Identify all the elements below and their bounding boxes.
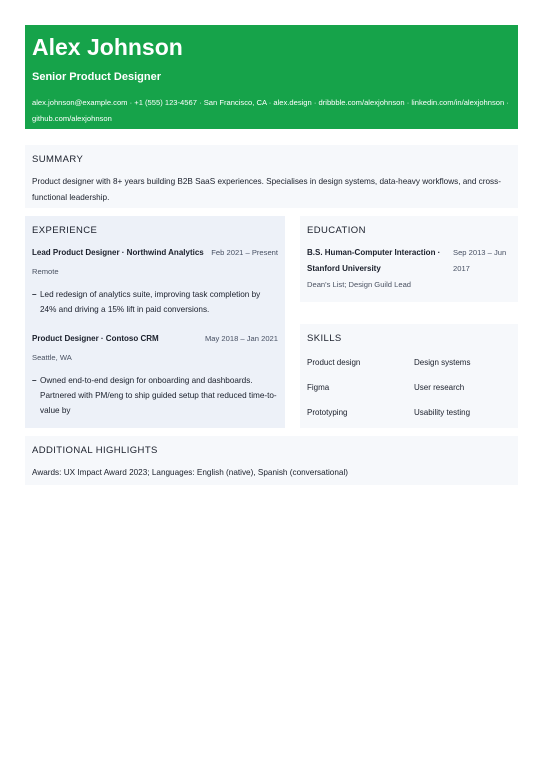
dash-bullet-icon: – [32,290,37,299]
contact-line: alex.johnson@example.com · +1 (555) 123-4567 · San Francisco, CA · alex.design · dribbble.com/alexjohnson · linkedin.com/in/alexjohnson · github.com/alexjohnson [32,98,509,123]
job-location: Seattle, WA [32,352,72,362]
education-note: Dean's List; Design Guild Lead [307,280,412,289]
job-bullet [32,287,278,318]
skill-item: Usability testing [414,408,471,417]
skill-item: Design systems [414,358,471,367]
summary-section [25,145,518,208]
candidate-role: Senior Product Designer [32,71,161,83]
skill-item: Figma [307,383,330,392]
experience-entry [32,245,278,318]
highlights-section [25,436,518,485]
education-title: EDUCATION [307,225,366,236]
summary-title: SUMMARY [32,154,84,165]
resume-header [25,25,518,129]
job-bullet [32,373,278,419]
job-title: Lead Product Designer · Northwind Analytics [32,248,204,257]
experience-section [25,216,285,428]
candidate-name: Alex Johnson [32,34,183,60]
experience-entry [32,331,278,419]
education-section [300,216,518,302]
job-dates: Feb 2021 – Present [211,248,278,257]
job-location: Remote [32,267,59,276]
experience-title: EXPERIENCE [32,225,98,236]
education-dates: Sep 2013 – Jun 2017 [453,248,507,273]
skills-section [300,324,518,428]
job-bullet-text: Owned end-to-end design for onboarding and dashboards. Partnered with PM/eng to ship guided setup that reduced time-to-value by [40,375,277,416]
skill-item: User research [414,383,465,392]
degree-title: B.S. Human-Computer Interaction · Stanford University [307,248,441,273]
job-bullet-text: Led redesign of analytics suite, improving task completion by 24% and driving a 15% lift in paid conversions. [40,290,261,315]
summary-text: Product designer with 8+ years building B2B SaaS experiences. Specialises in design systems, data-heavy workflows, and cross-functional leadership. [32,177,501,202]
skills-title: SKILLS [307,333,342,344]
job-dates: May 2018 – Jan 2021 [204,333,278,343]
skills-grid [307,356,511,420]
job-title: Product Designer · Contoso CRM [32,333,159,343]
skill-item: Product design [307,358,361,367]
skill-item: Prototyping [307,408,348,417]
highlights-text: Awards: UX Impact Award 2023; Languages: English (native), Spanish (conversational) [32,468,349,477]
highlights-title: ADDITIONAL HIGHLIGHTS [32,445,158,456]
dash-bullet-icon: – [32,375,37,385]
